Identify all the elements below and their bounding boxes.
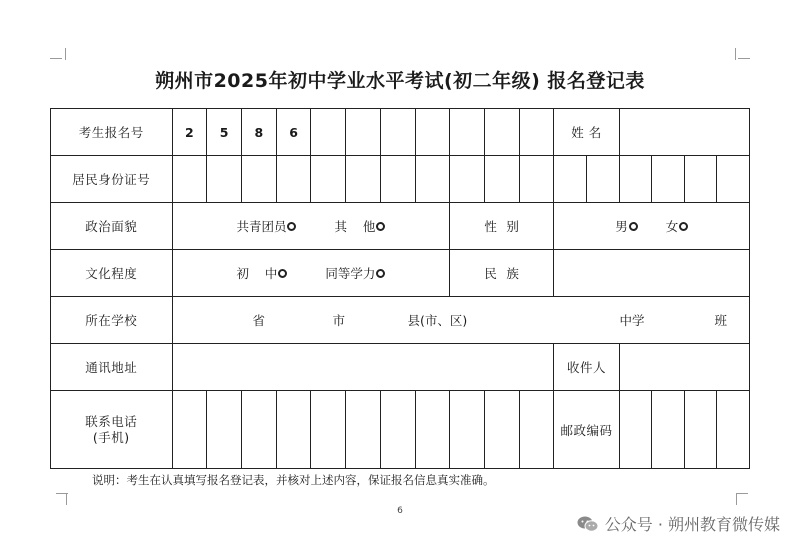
wechat-icon [577, 515, 599, 533]
education-label: 文化程度 [51, 250, 173, 297]
crop-mark-br-v [736, 493, 737, 505]
exam-number-label: 考生报名号 [51, 109, 173, 156]
registration-form-table [50, 108, 750, 469]
option-junior-high-label: 初 中 [236, 266, 278, 281]
id-digit-cell[interactable] [652, 156, 685, 203]
id-digit-cell[interactable] [554, 156, 587, 203]
recipient-label: 收件人 [554, 344, 619, 391]
exam-digit-3[interactable]: 8 [241, 109, 276, 156]
id-digit-cell[interactable] [485, 156, 520, 203]
ethnicity-label: 民 族 [450, 250, 554, 297]
option-male-label: 男 [615, 219, 628, 234]
row-politics [51, 203, 750, 250]
id-digit-cell[interactable] [276, 156, 311, 203]
option-junior-high[interactable] [236, 264, 287, 282]
crop-mark-tr-v [735, 48, 736, 60]
option-politics-other[interactable] [334, 217, 385, 235]
phone-digit-cell[interactable] [380, 391, 415, 469]
recipient-field[interactable] [619, 344, 749, 391]
phone-digit-cell[interactable] [241, 391, 276, 469]
crop-mark-tl-v [65, 48, 66, 60]
crop-mark-br-h [736, 493, 748, 494]
option-female[interactable] [666, 217, 689, 235]
exam-digit-10[interactable] [485, 109, 520, 156]
gender-options [554, 203, 750, 250]
id-digit-cell[interactable] [207, 156, 242, 203]
crop-mark-tl-h [50, 58, 62, 59]
politics-label: 政治面貌 [51, 203, 173, 250]
province-suffix: 省 [252, 313, 266, 328]
postcode-digit-cell[interactable] [619, 391, 652, 469]
id-digit-cell[interactable] [619, 156, 652, 203]
id-digit-cell[interactable] [684, 156, 717, 203]
postcode-digit-cell[interactable] [717, 391, 750, 469]
exam-digit-6[interactable] [346, 109, 381, 156]
exam-digit-1[interactable]: 2 [172, 109, 207, 156]
politics-options [172, 203, 450, 250]
circle-marker-icon [679, 222, 688, 231]
watermark-text: 公众号 · 朔州教育微传媒 [604, 515, 780, 534]
option-male[interactable] [615, 217, 638, 235]
city-suffix: 市 [332, 313, 346, 328]
watermark [577, 512, 780, 535]
id-number-label: 居民身份证号 [51, 156, 173, 203]
phone-digit-cell[interactable] [519, 391, 554, 469]
phone-digit-cell[interactable] [346, 391, 381, 469]
option-league-member[interactable] [236, 217, 296, 235]
row-address [51, 344, 750, 391]
circle-marker-icon [629, 222, 638, 231]
phone-digit-cell[interactable] [311, 391, 346, 469]
phone-digit-cell[interactable] [450, 391, 485, 469]
phone-digit-cell[interactable] [172, 391, 207, 469]
id-digit-cell[interactable] [519, 156, 554, 203]
row-phone [51, 391, 750, 469]
id-digit-cell[interactable] [380, 156, 415, 203]
exam-digit-5[interactable] [311, 109, 346, 156]
row-school [51, 297, 750, 344]
school-field[interactable] [172, 297, 749, 344]
id-digit-cell[interactable] [346, 156, 381, 203]
school-label: 所在学校 [51, 297, 173, 344]
circle-marker-icon [376, 269, 385, 278]
postcode-digit-cell[interactable] [652, 391, 685, 469]
county-suffix: 县(市、区) [407, 313, 468, 328]
option-league-member-label: 共青团员 [236, 219, 287, 234]
phone-digit-cell[interactable] [276, 391, 311, 469]
option-politics-other-label: 其 他 [334, 219, 376, 234]
circle-marker-icon [287, 222, 296, 231]
id-digit-cell[interactable] [450, 156, 485, 203]
class-suffix: 班 [714, 313, 728, 328]
exam-digit-9[interactable] [450, 109, 485, 156]
gender-label: 性 别 [450, 203, 554, 250]
id-digit-cell[interactable] [717, 156, 750, 203]
exam-digit-4[interactable]: 6 [276, 109, 311, 156]
row-id-number [51, 156, 750, 203]
option-equivalent-label: 同等学力 [325, 266, 376, 281]
crop-mark-tr-h [738, 58, 750, 59]
id-digit-cell[interactable] [172, 156, 207, 203]
name-label: 姓 名 [554, 109, 619, 156]
phone-digit-cell[interactable] [485, 391, 520, 469]
row-exam-number [51, 109, 750, 156]
id-digit-cell[interactable] [241, 156, 276, 203]
form-title: 朔州市2025年初中学业水平考试(初二年级) 报名登记表 [155, 70, 645, 92]
phone-label [51, 391, 173, 469]
phone-digit-cell[interactable] [207, 391, 242, 469]
ethnicity-field[interactable] [554, 250, 750, 297]
address-label: 通讯地址 [51, 344, 173, 391]
form-note: 说明：考生在认真填写报名登记表，并核对上述内容，保证报名信息真实准确。 [92, 473, 495, 487]
name-field[interactable] [619, 109, 749, 156]
postcode-digit-cell[interactable] [684, 391, 717, 469]
school-suffix: 中学 [619, 313, 645, 328]
postcode-label: 邮政编码 [554, 391, 619, 469]
circle-marker-icon [278, 269, 287, 278]
row-education [51, 250, 750, 297]
phone-label-line2: (手机) [92, 429, 130, 445]
option-female-label: 女 [665, 219, 679, 234]
id-digit-cell[interactable] [311, 156, 346, 203]
education-options [172, 250, 450, 297]
exam-digit-2[interactable]: 5 [207, 109, 242, 156]
id-digit-cell[interactable] [587, 156, 620, 203]
page-number: 6 [397, 506, 403, 516]
circle-marker-icon [376, 222, 385, 231]
phone-digit-cell[interactable] [415, 391, 450, 469]
id-digit-cell[interactable] [415, 156, 450, 203]
address-field[interactable] [172, 344, 554, 391]
crop-mark-bl-v [66, 493, 67, 505]
exam-digit-11[interactable] [519, 109, 554, 156]
phone-label-line1: 联系电话 [85, 413, 138, 429]
exam-digit-7[interactable] [380, 109, 415, 156]
exam-digit-8[interactable] [415, 109, 450, 156]
option-equivalent[interactable] [325, 264, 385, 282]
